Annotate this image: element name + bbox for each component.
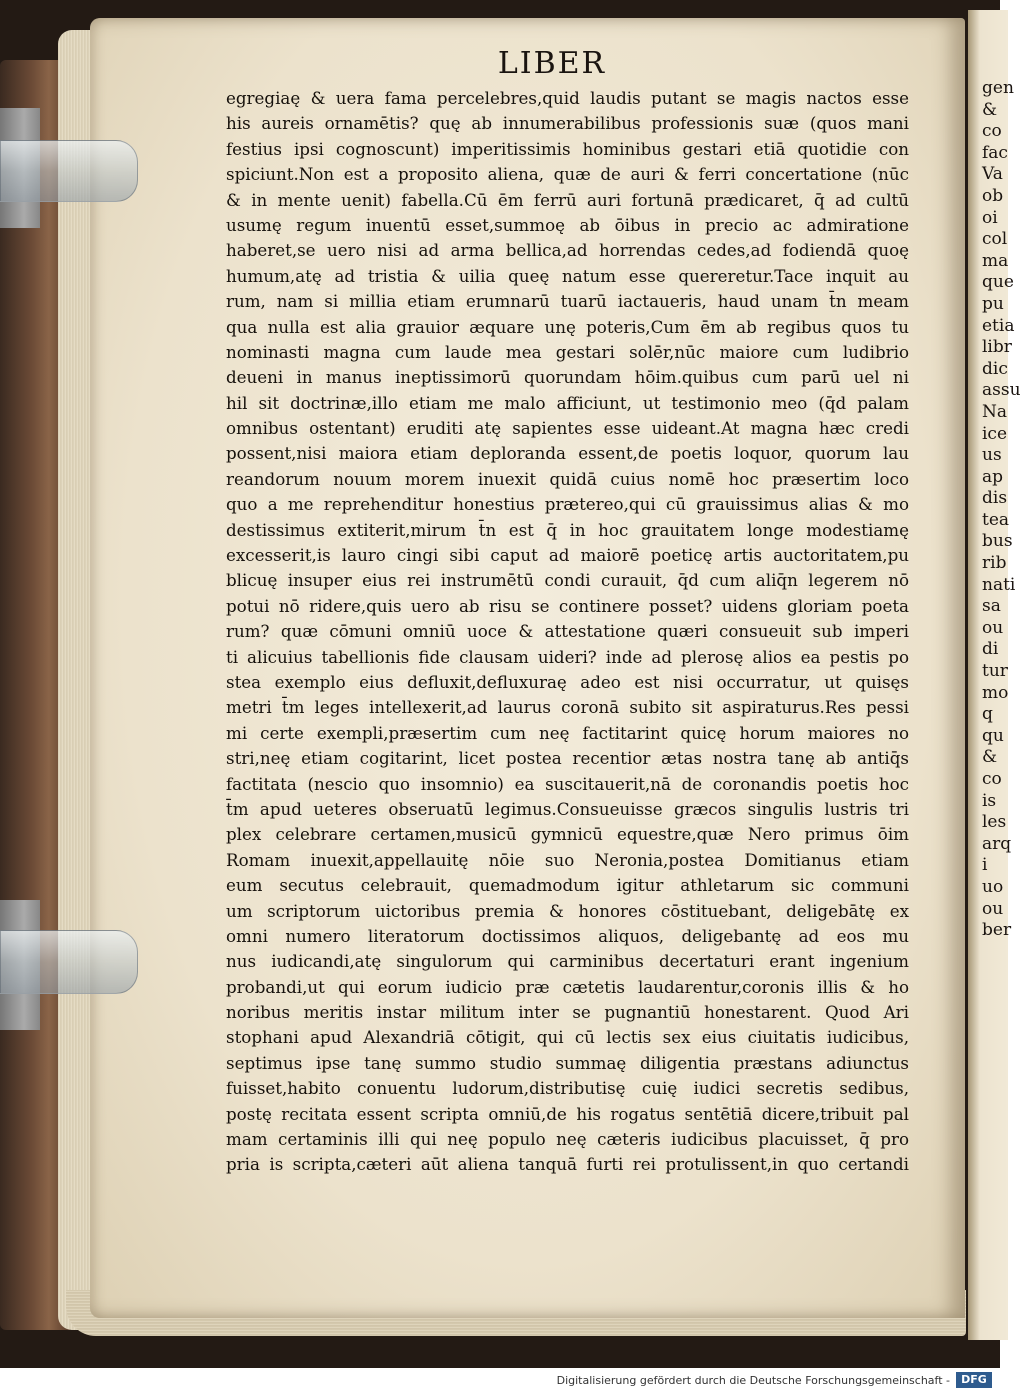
- text-line: blicuę insuper eius rei instrumētū condi curauit, q̄d cum aliq̄n legerem nō: [226, 570, 909, 591]
- text-line: stophani apud Alexandriā cōtigit, qui cū lectis sex eius ciuitatis iudicibus,: [226, 1027, 909, 1048]
- text-line: hil sit doctrinæ,illo etiam me malo afficiunt, ut testimonio meo (q̄d palam: [226, 392, 909, 413]
- text-line: rum, nam si millia etiam erumnarū tuarū iactaueris, haud unam t̄n meam: [226, 291, 909, 312]
- page-clip-top: [0, 140, 138, 202]
- text-line: quo a me reprehenditur honestius prætereo,qui cū grauissimus alias & mo: [226, 494, 909, 515]
- facing-page-fragment: assu: [982, 380, 1021, 401]
- text-line: factitata (nescio quo insomnio) ea suscitauerit,nā de coronandis poetis hoc: [226, 773, 909, 794]
- running-head-text: LIBER: [497, 46, 607, 81]
- facing-page-fragment: ber: [982, 920, 1012, 941]
- text-line: um scriptorum uictoribus premia & honores cōstituebant, deligebātę ex: [226, 900, 909, 921]
- text-line: septimus ipse tanę summo studio summaę diligentia præstans adiunctus: [226, 1052, 909, 1073]
- text-line: & in mente uenit) fabella.Cū ēm ferrū auri fortunā prædicaret, q̄ ad cultū: [226, 189, 909, 210]
- footer-bar: [0, 1368, 1000, 1393]
- facing-page-fragment: libr: [982, 337, 1012, 358]
- facing-page-fragment: ou: [982, 898, 1004, 919]
- facing-page-fragment: dic: [982, 358, 1008, 379]
- text-line: deueni in manus ineptissimorū quorundam hōim.quibus cum parū uel ni: [226, 367, 909, 388]
- text-line: rum? quæ cōmuni omniū uoce & attestatione quæri consueuit sub imperi: [226, 621, 909, 642]
- facing-page-fragment: us: [982, 445, 1002, 466]
- text-line: nominasti magna cum laude mea gestari solēr,nūc maiore cum ludibrio: [226, 341, 909, 362]
- facing-page-fragment: i: [982, 855, 988, 876]
- text-line: qua nulla est alia grauior æquare unę poteris,Cum ēm ab regibus quos tu: [226, 316, 909, 337]
- text-line: stri,neę etiam cogitarint, licet postea recentior ætas nostra tanę ab antiq̄s: [226, 748, 909, 769]
- text-line: possent,nisi maiora etiam deploranda essent,de poetis loquor, quorum lau: [226, 443, 909, 464]
- text-line: fuisset,habito conuentu ludorum,distributisę cuię iudici secretis sedibus,: [226, 1078, 909, 1099]
- facing-page-fragment: qu: [982, 725, 1004, 746]
- facing-page-fragment: is: [982, 790, 997, 811]
- text-line: omni numero literatorum doctissimos aliquos, deligebantę ad eos mu: [226, 925, 909, 946]
- running-head: [0, 46, 1000, 81]
- facing-page-fragment: ice: [982, 423, 1008, 444]
- facing-page-fragment: ap: [982, 466, 1004, 487]
- facing-page-fragment: fac: [982, 142, 1008, 163]
- text-line: omnibus ostentant) eruditi atę sapientes esse uideant.At magna hæc credi: [226, 418, 909, 439]
- facing-page-fragment: di: [982, 639, 999, 660]
- facing-page-fragment: uo: [982, 876, 1004, 897]
- page-clip-bottom: [0, 930, 138, 994]
- facing-page-fragment: gen: [982, 78, 1014, 98]
- text-line: metri t̄m leges intellexerit,ad laurus coronā subito sit aspiraturus.Res pessi: [226, 697, 909, 718]
- text-line: eum secutus celebrauit, quemadmodum igitur athletarum sic communi: [226, 875, 909, 896]
- text-line: haberet,se uero nisi ad arma bellica,ad horrendas cedes,ad fodiendā quoę: [226, 240, 909, 261]
- text-line: postę recitata essent scripta omniū,de his rogatus sentētiā dicere,tribuit pal: [226, 1103, 909, 1124]
- facing-page-fragment: tur: [982, 661, 1008, 682]
- text-line: potui nō ridere,quis uero ab risu se continere posset? uidens gloriam poeta: [226, 595, 909, 616]
- facing-page-fragment: nati: [982, 574, 1016, 595]
- text-line: mi certe exempli,præsertim cum neę factitarint quicę horum maiores no: [226, 722, 909, 743]
- text-block: [226, 86, 909, 1178]
- facing-page-fragment: col: [982, 229, 1008, 250]
- funding-credit: Digitalisierung gefördert durch die Deutsche Forschungsgemeinschaft -: [556, 1374, 950, 1387]
- text-line: pria is scripta,cæteri aūt aliena tanquā furti rei protulissent,in quo certandi: [226, 1154, 909, 1175]
- facing-page-fragment: oi: [982, 207, 998, 228]
- text-line: Romam inuexit,appellauitę nōie suo Neronia,postea Domitianus etiam: [226, 849, 909, 870]
- facing-page-fragment: pu: [982, 293, 1004, 314]
- text-line: excesserit,is lauro cingi sibi caput ad maiorē poeticę artis auctoritatem,pu: [226, 545, 909, 566]
- facing-page-fragment: ma: [982, 250, 1009, 271]
- text-line: festius ipsi cognoscunt) imperitissimis hominibus gestari etiā quotidie con: [226, 138, 909, 159]
- facing-page-fragment: que: [982, 272, 1014, 293]
- text-line: probandi,ut qui eorum iudicio præ cætetis laudarentur,coronis illis & ho: [226, 976, 909, 997]
- text-line: usumę regum inuentū esset,summoę ab ōibus in precio ac admiratione: [226, 214, 909, 235]
- text-line: destissimus extiterit,mirum t̄n est q̄ in hoc grauitatem longe modestiamę: [226, 519, 909, 540]
- facing-page-fragment: Va: [982, 164, 1003, 185]
- text-line: reandorum nouum morem inuexit quidā cuius nomē hoc præsertim loco: [226, 468, 909, 489]
- facing-page-fragment: &: [982, 99, 998, 120]
- facing-page-fragment: sa: [982, 596, 1001, 617]
- facing-page-fragment: dis: [982, 488, 1008, 509]
- facing-page-fragment: ou: [982, 617, 1004, 638]
- text-line: nus iudicandi,atę singulorum qui carminibus decertaturi erant ingenium: [226, 951, 909, 972]
- facing-page-text: [982, 78, 1021, 942]
- text-line: t̄m apud ueteres obseruatū legimus.Consueuisse græcos singulis lustris tri: [226, 798, 909, 819]
- facing-page-fragment: &: [982, 747, 998, 768]
- facing-page-fragment: co: [982, 121, 1002, 142]
- facing-page-fragment: ob: [982, 185, 1004, 206]
- facing-page-fragment: q: [982, 704, 993, 725]
- text-line: humum,atę ad tristia & uilia queę natum esse quereretur.Tace inquit au: [226, 265, 909, 286]
- text-line: noribus meritis instar militum inter se pugnantiū honestarent. Quod Ari: [226, 1002, 909, 1023]
- text-line: stea exemplo eius defluxit,defluxuraę adeo est nisi occurratur, ut quisęs: [226, 671, 909, 692]
- facing-page-fragment: etia: [982, 315, 1015, 336]
- text-line: ti alicuius tabellionis fide clausam uideri? inde ad plerosę alios ea pestis po: [226, 646, 909, 667]
- facing-page-fragment: arq: [982, 833, 1012, 854]
- facing-page-fragment: bus: [982, 531, 1013, 552]
- facing-page-fragment: les: [982, 812, 1007, 833]
- facing-page-fragment: Na: [982, 401, 1008, 422]
- text-line: egregiaę & uera fama percelebres,quid laudis putant se magis nactos esse: [226, 88, 909, 108]
- dfg-logo: DFG: [956, 1372, 992, 1388]
- text-line: mam certaminis illi qui neę populo neę cæteris iudicibus placuisset, q̄ pro: [226, 1129, 909, 1150]
- facing-page-fragment: rib: [982, 553, 1007, 574]
- text-line: spiciunt.Non est a proposito aliena, quæ de auri & ferri concertatione (nūc: [226, 164, 909, 185]
- text-line: plex celebrare certamen,musicū gymnicū equestre,quæ Nero primus ōim: [226, 824, 909, 845]
- facing-page-fragment: co: [982, 769, 1002, 789]
- facing-page-fragment: mo: [982, 682, 1009, 703]
- text-line: his aureis ornamētis? quę ab innumerabilibus professionis suæ (quos mani: [226, 113, 909, 134]
- facing-page-fragment: tea: [982, 509, 1010, 530]
